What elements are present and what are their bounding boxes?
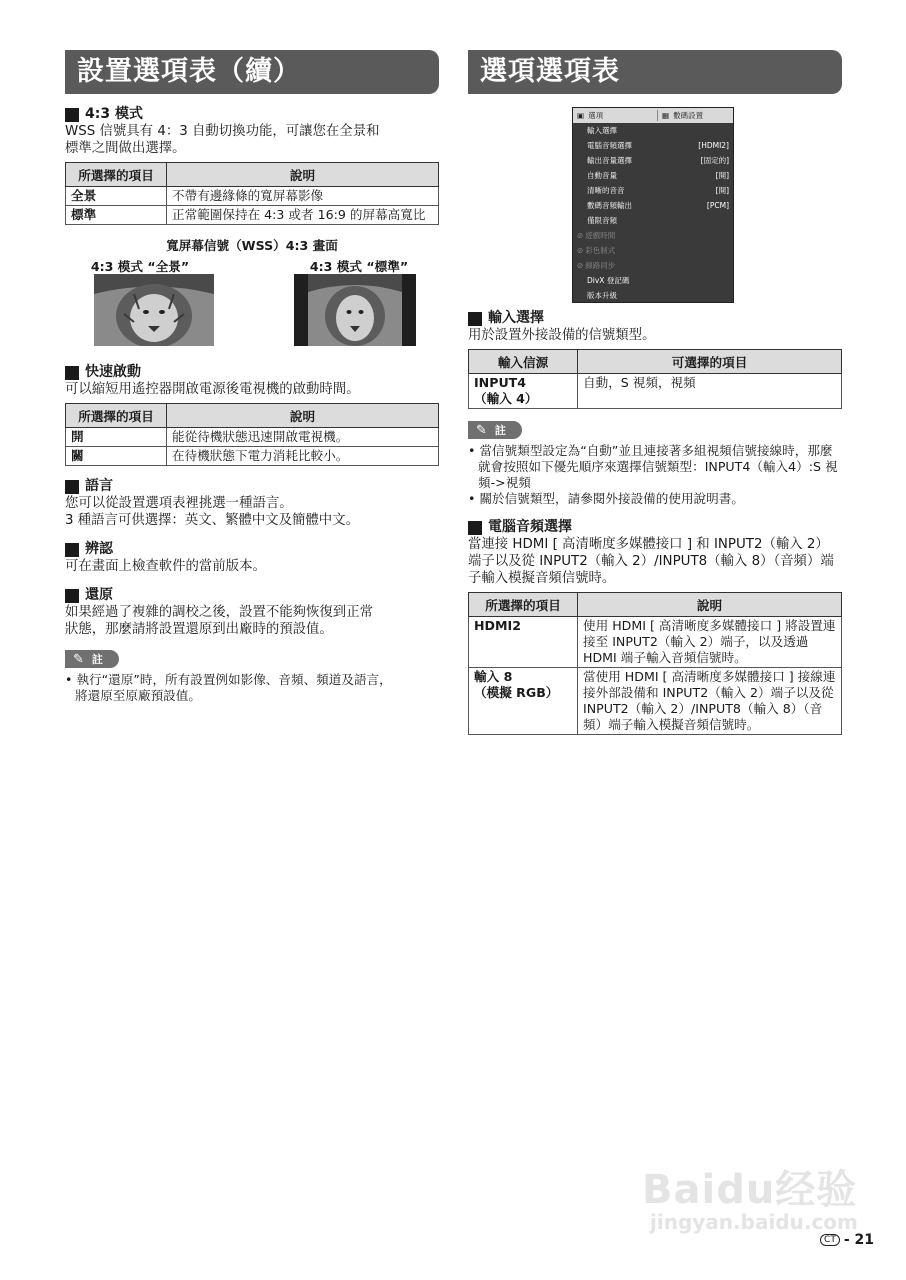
menu-item[interactable] bbox=[573, 228, 733, 243]
lion-figures bbox=[65, 256, 439, 350]
language-heading: 語言 bbox=[65, 478, 439, 495]
lion-figure-full: 4:3 模式 “全景” bbox=[65, 256, 215, 350]
pcaudio-heading: 電腦音頻選擇 bbox=[468, 519, 842, 536]
identify-text: 可在畫面上檢查軟件的當前版本。 bbox=[65, 559, 266, 574]
watermark-logo: Baidu经验 bbox=[642, 1167, 858, 1213]
language-text: 您可以從設置選項表裡挑選一種語言。 3 種語言可供選擇：英文、繁體中文及簡體中文。 bbox=[65, 496, 359, 528]
menu-item[interactable] bbox=[573, 288, 733, 303]
menu-item[interactable] bbox=[573, 243, 733, 258]
menu-item-label: 彩色制式 bbox=[585, 246, 616, 255]
options-icon: ▣ bbox=[577, 111, 585, 120]
menu-item-label: 僅限音頻 bbox=[587, 216, 617, 225]
table-row: INPUT4 （輸入 4） 自動，S 視頻，視頻 bbox=[469, 374, 842, 409]
figure-caption: 寬屏幕信號（WSS）4:3 畫面 bbox=[166, 238, 338, 253]
options-menu-screenshot bbox=[572, 107, 734, 303]
menu-item-label: 自動音量 bbox=[587, 171, 617, 180]
note-tag: ✎ 註 bbox=[468, 421, 522, 439]
menu-item-value: [HDMI2] bbox=[698, 141, 729, 150]
table-row: 開 能從待機狀態迅速開啟電視機。 bbox=[66, 428, 439, 447]
menu-item-label: 數碼音頻輸出 bbox=[587, 201, 632, 210]
menu-item[interactable] bbox=[573, 138, 733, 153]
menu-item-label: 線路同步 bbox=[585, 261, 616, 270]
pcaudio-text: 當連接 HDMI [ 高清晰度多媒體接口 ] 和 INPUT2（輸入 2）端子以及從 INPUT2（輸入 2）/INPUT8（輸入 8）（音頻）端子輸入模擬音頻信號時。 bbox=[468, 537, 834, 586]
right-column bbox=[468, 50, 842, 94]
reset-text: 如果經過了複雜的調校之後，設置不能夠恢復到正常 狀態，那麼請將設置還原到出廠時的預設值。 bbox=[65, 605, 373, 637]
disabled-icon: ⊘ bbox=[577, 231, 584, 240]
menu-item-label: 版本升級 bbox=[587, 291, 617, 300]
menu-item[interactable] bbox=[573, 198, 733, 213]
note-item: • 當信號類型設定為“自動”並且連接著多組視頻信號接線時，那麼就會按照如下優先順序來選擇信號類型：INPUT4（輸入4）:S 視頻->視頻 bbox=[468, 443, 838, 490]
page-number: - 21 bbox=[843, 1232, 874, 1248]
table-row: 全景 不帶有邊緣條的寬屏幕影像 bbox=[66, 187, 439, 206]
menu-item[interactable] bbox=[573, 273, 733, 288]
mode43-heading: 4:3 模式 bbox=[65, 106, 439, 123]
menu-item-value: [固定的] bbox=[700, 156, 729, 165]
menu-item-value: [PCM] bbox=[706, 201, 729, 210]
tab-options: ▣ 選項 bbox=[573, 110, 658, 121]
menu-item-value: [開] bbox=[715, 171, 729, 180]
table-row: 標準 正常範圍保持在 4:3 或者 16:9 的屏幕高寬比 bbox=[66, 206, 439, 225]
input-heading: 輸入選擇 bbox=[468, 310, 842, 327]
menu-item[interactable] bbox=[573, 258, 733, 273]
reset-heading: 還原 bbox=[65, 587, 439, 604]
right-section-title: 選項選項表 bbox=[468, 50, 842, 94]
digital-icon: ▦ bbox=[662, 111, 670, 120]
square-bullet-icon bbox=[65, 543, 79, 557]
quickstart-text: 可以縮短用遙控器開啟電源後電視機的啟動時間。 bbox=[65, 382, 360, 397]
lion-image-full bbox=[94, 274, 214, 346]
mode43-text: WSS 信號具有 4：3 自動切換功能，可讓您在全景和 標準之間做出選擇。 bbox=[65, 124, 380, 156]
square-bullet-icon bbox=[65, 366, 79, 380]
menu-tabs bbox=[573, 108, 733, 123]
note-item: • 關於信號類型，請參閱外接設備的使用說明書。 bbox=[468, 491, 744, 506]
watermark-url: jingyan.baidu.com bbox=[650, 1210, 858, 1234]
table-row: HDMI2 使用 HDMI [ 高清晰度多媒體接口 ] 將設置連接至 INPUT2（輸入 2）端子，以及透過 HDMI 端子輸入音頻信號時。 bbox=[469, 617, 842, 668]
lion-image-standard bbox=[294, 274, 416, 346]
table-row: 關 在待機狀態下電力消耗比較小。 bbox=[66, 447, 439, 466]
menu-item-value: [開] bbox=[715, 186, 729, 195]
square-bullet-icon bbox=[468, 312, 482, 326]
mode43-table: 所選擇的項目 說明 全景 不帶有邊緣條的寬屏幕影像 標準 正常範圍保持在 4:3 或者 16:9 的屏幕高寬比 bbox=[65, 162, 439, 225]
input-table: 輸入信源 可選擇的項目 INPUT4 （輸入 4） 自動，S 視頻，視頻 bbox=[468, 349, 842, 409]
lion-figure-standard: 4:3 模式 “標準” bbox=[279, 256, 439, 350]
square-bullet-icon bbox=[65, 108, 79, 122]
menu-item-label: DivX 登記碼 bbox=[587, 276, 630, 285]
disabled-icon: ⊘ bbox=[577, 246, 584, 255]
page-footer bbox=[820, 1232, 874, 1248]
quickstart-heading: 快速啟動 bbox=[65, 364, 439, 381]
menu-item-label: 清晰的音音 bbox=[587, 186, 625, 195]
right-column-content bbox=[468, 310, 842, 735]
square-bullet-icon bbox=[65, 480, 79, 494]
menu-item[interactable] bbox=[573, 213, 733, 228]
menu-item[interactable] bbox=[573, 123, 733, 138]
left-section-title: 設置選項表（續） bbox=[65, 50, 439, 94]
menu-item-label: 輸出音量選擇 bbox=[587, 156, 632, 165]
square-bullet-icon bbox=[65, 589, 79, 603]
menu-item-label: 輸入選擇 bbox=[587, 126, 617, 135]
left-column bbox=[65, 50, 439, 704]
note-item: • 執行“還原”時，所有設置例如影像、音頻、頻道及語言， 將還原至原廠預設值。 bbox=[65, 672, 392, 703]
menu-item-label: 電腦音頻選擇 bbox=[587, 141, 632, 150]
pcaudio-table: 所選擇的項目 說明 HDMI2 使用 HDMI [ 高清晰度多媒體接口 ] 將設置連接至 INPUT2（輸入 2）端子，以及透過 HDMI 端子輸入音頻信號時。 輸入 8 （模擬 RGB） 當使用 HDMI [ 高清晰度多媒體接口 ] 接線連接外部設備和 INPUT2（輸入 2）端子以及從 INPUT2（輸入 2）/INPUT8（輸入 8）（音頻）端子輸入模擬音頻信號時。 bbox=[468, 592, 842, 735]
pencil-icon: ✎ bbox=[476, 422, 487, 438]
menu-item[interactable] bbox=[573, 153, 733, 168]
language-badge: CT bbox=[820, 1234, 840, 1246]
input-text: 用於設置外接設備的信號類型。 bbox=[468, 328, 656, 343]
table-row: 輸入 8 （模擬 RGB） 當使用 HDMI [ 高清晰度多媒體接口 ] 接線連接外部設備和 INPUT2（輸入 2）端子以及從 INPUT2（輸入 2）/INPUT8（輸入 8）（音頻）端子輸入模擬音頻信號時。 bbox=[469, 668, 842, 735]
pencil-icon: ✎ bbox=[73, 651, 84, 667]
square-bullet-icon bbox=[468, 521, 482, 535]
tab-digital-settings: ▦ 數碼設置 bbox=[662, 111, 704, 120]
menu-item[interactable] bbox=[573, 183, 733, 198]
menu-items bbox=[573, 123, 733, 303]
menu-item-label: 遊戲時間 bbox=[585, 231, 616, 240]
menu-item[interactable] bbox=[573, 168, 733, 183]
identify-heading: 辨認 bbox=[65, 541, 439, 558]
disabled-icon: ⊘ bbox=[577, 261, 584, 270]
note-tag: ✎ 註 bbox=[65, 650, 119, 668]
quickstart-table: 所選擇的項目 說明 開 能從待機狀態迅速開啟電視機。 關 在待機狀態下電力消耗比較小。 bbox=[65, 403, 439, 466]
